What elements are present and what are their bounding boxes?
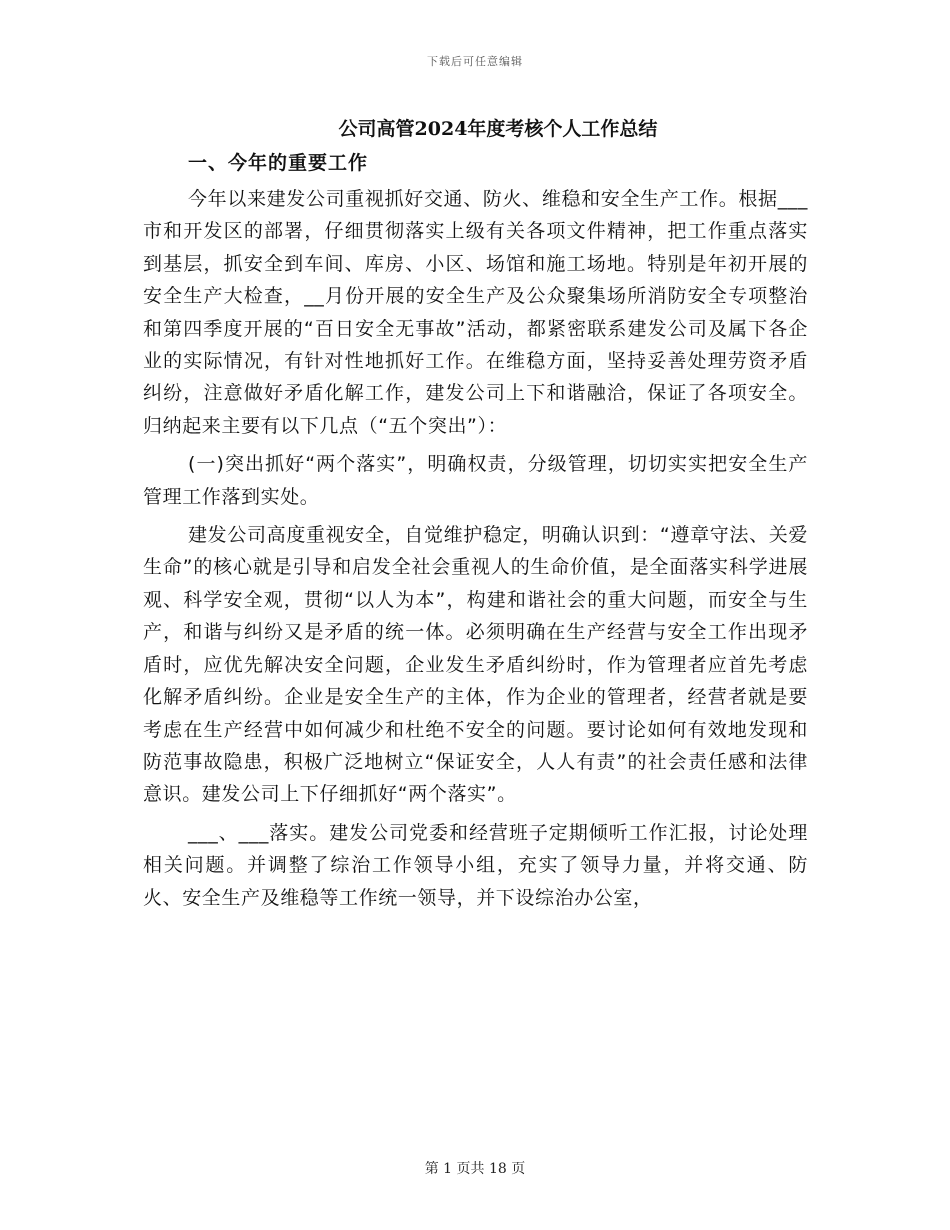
document-body: [143, 183, 808, 914]
header-note: 下载后可任意编辑: [427, 55, 523, 68]
paragraph: (一)突出抓好“两个落实”，明确权责，分级管理，切切实实把安全生产管理工作落到实处。: [143, 453, 808, 508]
paragraph: 今年以来建发公司重视抓好交通、防火、维稳和安全生产工作。根据___市和开发区的部署，仔细贯彻落实上级有关各项文件精神，把工作重点落实到基层，抓安全到车间、库房、小区、场馆和施工场地。特别是年初开展的安全生产大检查，__月份开展的安全生产及公众聚集场所消防安全专项整治和第四季度开展的“百日安全无事故”活动，都紧密联系建发公司及属下各企业的实际情况，有针对性地抓好工作。在维稳方面，坚持妥善处理劳资矛盾纠纷，注意做好矛盾化解工作，建发公司上下和谐融洽，保证了各项安全。归纳起来主要有以下几点（“五个突出”）：: [143, 188, 808, 437]
paragraph: ___、___落实。建发公司党委和经营班子定期倾听工作汇报，讨论处理相关问题。并调整了综治工作领导小组，充实了领导力量，并将交通、防火、安全生产及维稳等工作统一领导，并下设综治办公室，: [143, 821, 808, 909]
section-heading: 一、今年的重要工作: [188, 152, 369, 174]
page-footer: 第 1 页共 18 页: [424, 1161, 526, 1177]
document-title: 公司高管2024年度考核个人工作总结: [338, 118, 658, 140]
paragraph: 建发公司高度重视安全，自觉维护稳定，明确认识到：“遵章守法、关爱生命”的核心就是引导和启发全社会重视人的生命价值，是全面落实科学进展观、科学安全观，贯彻“以人为本”，构建和谐社会的重大问题，而安全与生产，和谐与纠纷又是矛盾的统一体。必须明确在生产经营与安全工作出现矛盾时，应优先解决安全问题，企业发生矛盾纠纷时，作为管理者应首先考虑化解矛盾纠纷。企业是安全生产的主体，作为企业的管理者，经营者就是要考虑在生产经营中如何减少和杜绝不安全的问题。要讨论如何有效地发现和防范事故隐患，积极广泛地树立“保证安全，人人有责”的社会责任感和法律意识。建发公司上下仔细抓好“两个落实”。: [143, 524, 808, 806]
